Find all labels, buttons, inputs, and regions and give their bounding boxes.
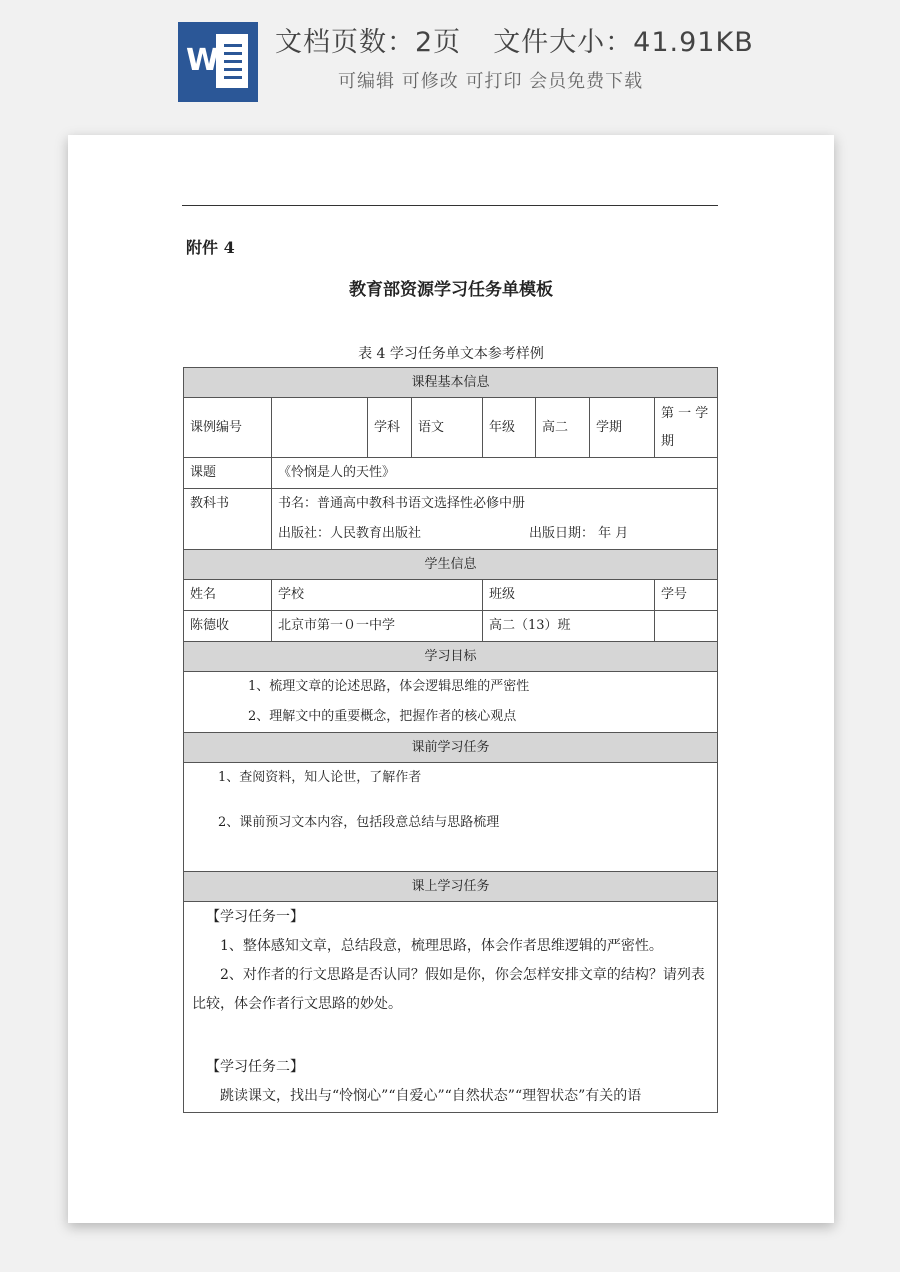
- grade-value: 高二: [536, 398, 590, 458]
- header-rule: [182, 205, 718, 206]
- section-objectives: 学习目标: [184, 642, 718, 672]
- section-student-info: 学生信息: [184, 550, 718, 580]
- objectives-list: [184, 672, 718, 733]
- document-title: 教育部资源学习任务单模板: [349, 280, 553, 300]
- course-code-value: [272, 398, 368, 458]
- section-in-class: 课上学习任务: [184, 872, 718, 902]
- task1-paragraph: 1、整体感知文章，总结段意，梳理思路，体会作者思维逻辑的严密性。: [220, 938, 663, 954]
- school-value: 北京市第一０一中学: [272, 611, 483, 642]
- name-label: 姓名: [184, 580, 272, 611]
- subject-label: 学科: [368, 398, 412, 458]
- file-size: 文件大小：41.91KB: [493, 27, 754, 58]
- term-label: 学期: [590, 398, 655, 458]
- student-id-label: 学号: [655, 580, 718, 611]
- objective-item: 2、理解文中的重要概念，把握作者的核心观点: [248, 709, 517, 724]
- student-id-value: [655, 611, 718, 642]
- task2-title: 【学习任务二】: [206, 1059, 304, 1075]
- document-page: [68, 135, 834, 1223]
- topic-label: 课题: [184, 458, 272, 489]
- section-pre-class: 课前学习任务: [184, 733, 718, 763]
- class-label: 班级: [483, 580, 655, 611]
- feature-list: 可编辑 可修改 可打印 会员免费下载: [338, 71, 644, 92]
- term-value: 第 一 学期: [655, 398, 718, 458]
- name-value: 陈德收: [184, 611, 272, 642]
- word-icon-letter: W: [186, 43, 220, 78]
- textbook-label: 教科书: [184, 489, 272, 550]
- task1-paragraph: 2、对作者的行文思路是否认同？假如是你，你会怎样安排文章的结构？请列表比较，体会作者行文思路的妙处。: [192, 967, 705, 1012]
- objective-item: 1、梳理文章的论述思路，体会逻辑思维的严密性: [248, 679, 530, 694]
- pre-task-item: 1、查阅资料，知人论世，了解作者: [218, 770, 422, 785]
- course-code-label: 课例编号: [184, 398, 272, 458]
- pre-class-tasks: [184, 763, 718, 872]
- class-value: 高二（13）班: [483, 611, 655, 642]
- task-table: [183, 367, 718, 1113]
- page-count: 文档页数：2页: [275, 27, 462, 58]
- file-stats: [275, 20, 754, 59]
- textbook-name: 书名：普通高中教科书语文选择性必修中册: [278, 496, 526, 511]
- publish-date: 出版日期： 年 月: [529, 526, 629, 541]
- task1-title: 【学习任务一】: [206, 909, 304, 925]
- publisher: 出版社：人民教育出版社: [278, 526, 422, 541]
- task2-paragraph: 跳读课文，找出与“怜悯心”“自爱心”“自然状态”“理智状态”有关的语: [220, 1088, 642, 1104]
- grade-label: 年级: [483, 398, 536, 458]
- textbook-publish-line: [278, 519, 711, 549]
- textbook-info: [272, 489, 718, 550]
- attachment-label: 附件 4: [186, 238, 235, 257]
- download-banner: [0, 0, 900, 120]
- in-class-tasks: [184, 902, 718, 1113]
- word-icon: [178, 22, 258, 102]
- topic-value: 《怜悯是人的天性》: [272, 458, 718, 489]
- school-label: 学校: [272, 580, 483, 611]
- section-course-info: 课程基本信息: [184, 368, 718, 398]
- subject-value: 语文: [412, 398, 483, 458]
- pre-task-item: 2、课前预习文本内容，包括段意总结与思路梳理: [218, 815, 500, 830]
- table-caption: 表 4 学习任务单文本参考样例: [358, 346, 544, 362]
